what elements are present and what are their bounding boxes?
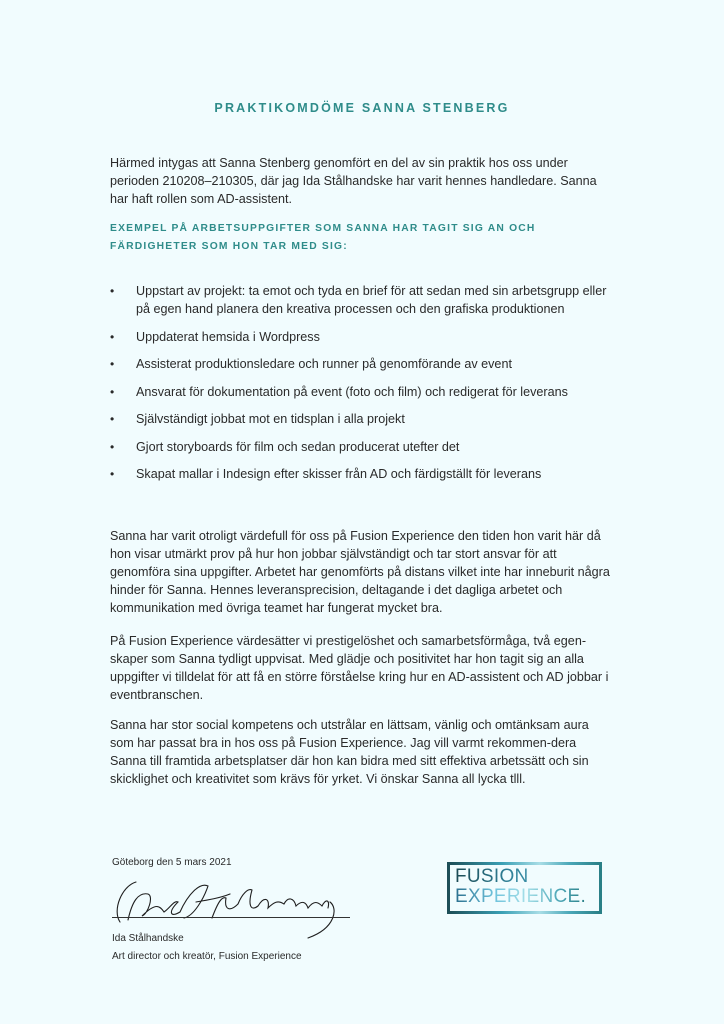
paragraph-teamwork: På Fusion Experience värdesätter vi prestigelöshet och samarbetsförmåga, två egen-skaper som Sanna tydligt uppvisat. Med glädje och positivitet har hon tagit sig an alla uppgifter vi tilldelat för att få en större förståelse kring hur en AD-assistent och AD jobbar i eventbranschen. <box>110 634 609 702</box>
list-item-text: Uppstart av projekt: ta emot och tyda en brief för att sedan med sin arbetsgrupp eller på egen hand planera den kreativa processen och den grafiska produktionen <box>136 284 607 316</box>
bullet-icon: • <box>110 357 115 371</box>
signer-name: Ida Stålhandske <box>112 933 184 944</box>
bullet-icon: • <box>110 412 115 426</box>
logo-line-2: EXPERIENCE. <box>455 886 587 907</box>
signature-line <box>112 917 350 918</box>
tasks-subheading: EXEMPEL PÅ ARBETSUPPGIFTER SOM SANNA HAR TAGIT SIG AN OCH FÄRDIGHETER SOM HON TAR MED SIG: <box>110 223 536 252</box>
list-item-text: Assisterat produktionsledare och runner på genomförande av event <box>136 357 512 371</box>
signer-role: Art director och kreatör, Fusion Experience <box>112 951 302 962</box>
list-item <box>110 282 610 318</box>
list-item <box>110 465 610 483</box>
list-item-text: Uppdaterat hemsida i Wordpress <box>136 329 320 344</box>
document-title: PRAKTIKOMDÖME SANNA STENBERG <box>214 101 510 116</box>
logo-line-1: FUSION <box>455 867 586 887</box>
list-item <box>110 383 610 401</box>
tasks-list <box>110 282 610 493</box>
intro-paragraph: Härmed intygas att Sanna Stenberg genomfört en del av sin praktik hos oss under perioden 210208–210305, där jag Ida Stålhandske har varit hennes handledare. Sanna har haft rollen som AD-assistent. <box>110 156 597 206</box>
list-item <box>110 355 610 373</box>
place-date: Göteborg den 5 mars 2021 <box>112 857 232 868</box>
list-item-text: Gjort storyboards för film och sedan producerat utefter det <box>136 439 460 454</box>
list-item-text: Självständigt jobbat mot en tidsplan i alla projekt <box>136 412 405 426</box>
list-item-text: Skapat mallar i Indesign efter skisser från AD och färdigställt för leverans <box>136 467 542 481</box>
paragraph-recommendation: Sanna har stor social kompetens och utstrålar en lättsam, vänlig och omtänksam aura som har passat bra in hos oss på Fusion Experience. Jag vill varmt rekommen-dera Sanna till framtida arbetsplatser där hon kan bidra med sitt effektiva arbetssätt och sin skicklighet och kreativitet som krävs för yrket. Vi önskar Sanna all lycka tlll. <box>110 718 589 786</box>
bullet-icon: • <box>110 384 115 399</box>
company-logo <box>447 862 602 914</box>
bullet-icon: • <box>110 467 115 481</box>
bullet-icon: • <box>110 439 115 454</box>
list-item <box>110 410 610 428</box>
paragraph-value: Sanna har varit otroligt värdefull för oss på Fusion Experience den tiden hon varit här då hon visar utmärkt prov på hur hon jobbar självständigt och tar stort ansvar för att genomföra sina uppgifter. Arbetet har genomförts på distans vilket inte har inneburit några hinder för Sanna. Hennes leveransprecision, deltagande i det dagliga arbetet och kommunikation med övriga teamet har fungerat mycket bra. <box>110 529 610 615</box>
list-item <box>110 328 610 346</box>
handwritten-signature-icon <box>108 872 353 942</box>
bullet-icon: • <box>110 329 115 344</box>
bullet-icon: • <box>110 284 115 298</box>
list-item <box>110 438 610 456</box>
logo-wordmark <box>455 867 586 907</box>
list-item-text: Ansvarat för dokumentation på event (foto och film) och redigerat för leverans <box>136 384 568 399</box>
